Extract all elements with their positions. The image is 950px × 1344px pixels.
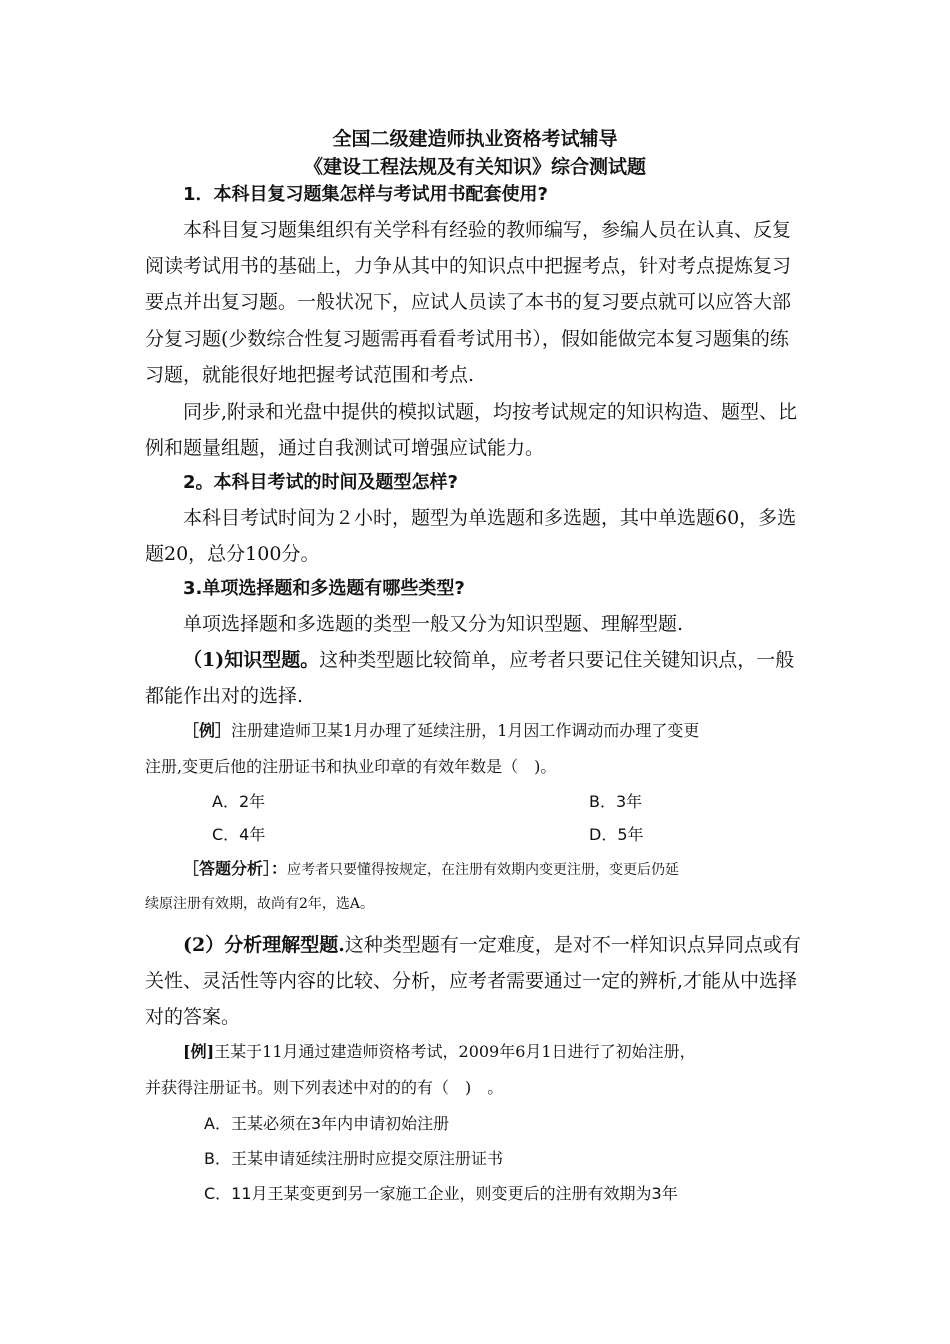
option-a: A．王某必须在3年内申请初始注册: [204, 1114, 450, 1133]
answer-analysis: [183, 856, 679, 879]
paragraph-line: 关性、灵活性等内容的比较、分析，应考者需要通过一定的辨析,才能从中选择: [145, 970, 798, 992]
paragraph-line: 分复习题(少数综合性复习题需再看看考试用书），假如能做完本复习题集的练: [145, 328, 789, 350]
paragraph-line: 单项选择题和多选题的类型一般又分为知识型题、理解型题.: [183, 613, 684, 635]
option-a: A．2年: [212, 792, 266, 811]
knowledge-type-label: （1)知识型题。: [183, 649, 320, 671]
paragraph-line: 本科目复习题集组织有关学科有经验的教师编写，参编人员在认真、反复: [183, 219, 792, 241]
paragraph-line: 本科目考试时间为２小时，题型为单选题和多选题，其中单选题60，多选: [183, 507, 797, 529]
question-1-heading: 1．本科目复习题集怎样与考试用书配套使用?: [183, 184, 548, 205]
option-c: C．11月王某变更到另一家施工企业，则变更后的注册有效期为3年: [204, 1184, 678, 1203]
paragraph-line: 都能作出对的选择.: [145, 685, 304, 707]
doc-title-line2: 《建设工程法规及有关知识》综合测试题: [303, 156, 646, 178]
option-d: D．5年: [589, 825, 644, 844]
paragraph-line: 题20，总分100分。: [145, 543, 320, 565]
example-label: [例]: [183, 1042, 215, 1061]
paragraph-line: 习题，就能很好地把握考试范围和考点.: [145, 364, 475, 386]
analysis-type-text: 这种类型题有一定难度，是对不一样知识点异同点或有: [344, 934, 801, 956]
doc-title-line1: 全国二级建造师执业资格考试辅导: [332, 128, 618, 150]
knowledge-type-text: 这种类型题比较简单，应考者只要记住关键知识点，一般: [319, 649, 795, 671]
question-2-heading: 2。本科目考试的时间及题型怎样?: [183, 472, 458, 493]
paragraph-line: 注册,变更后他的注册证书和执业印章的有效年数是（ )。: [145, 757, 557, 776]
example-2-question: [183, 1039, 696, 1062]
paragraph-line: 续原注册有效期，故尚有2年，选A。: [145, 896, 375, 912]
example-text: 王某于11月通过建造师资格考试，2009年6月1日进行了初始注册，: [214, 1042, 696, 1061]
paragraph-line: 并获得注册证书。则下列表述中对的的有（ ) 。: [145, 1078, 504, 1097]
example-text: 注册建造师卫某1月办理了延续注册，1月因工作调动而办理了变更: [231, 721, 700, 740]
analysis-type-label: (2）分析理解型题.: [183, 934, 345, 956]
knowledge-type-paragraph: [183, 645, 794, 672]
paragraph-line: 要点并出复习题。一般状况下，应试人员读了本书的复习要点就可以应答大部: [145, 291, 792, 313]
question-3-heading: 3.单项选择题和多选题有哪些类型?: [183, 578, 465, 599]
example-label: ［例］: [183, 721, 232, 740]
answer-analysis-label: ［答题分析］：: [183, 859, 288, 878]
paragraph-line: 阅读考试用书的基础上，力争从其中的知识点中把握考点，针对考点提炼复习: [145, 255, 792, 277]
paragraph-line: 同步,附录和光盘中提供的模拟试题，均按考试规定的知识构造、题型、比: [183, 401, 798, 423]
analysis-type-paragraph: [183, 930, 801, 957]
option-b: B．王某申请延续注册时应提交原注册证书: [204, 1149, 503, 1168]
paragraph-line: 对的答案。: [145, 1006, 241, 1028]
example-1-question: [183, 718, 699, 741]
answer-analysis-text: 应考者只要懂得按规定，在注册有效期内变更注册，变更后仍延: [287, 862, 680, 878]
option-c: C．4年: [212, 825, 266, 844]
paragraph-line: 例和题量组题，通过自我测试可增强应试能力。: [145, 437, 545, 459]
option-b: B．3年: [589, 792, 643, 811]
